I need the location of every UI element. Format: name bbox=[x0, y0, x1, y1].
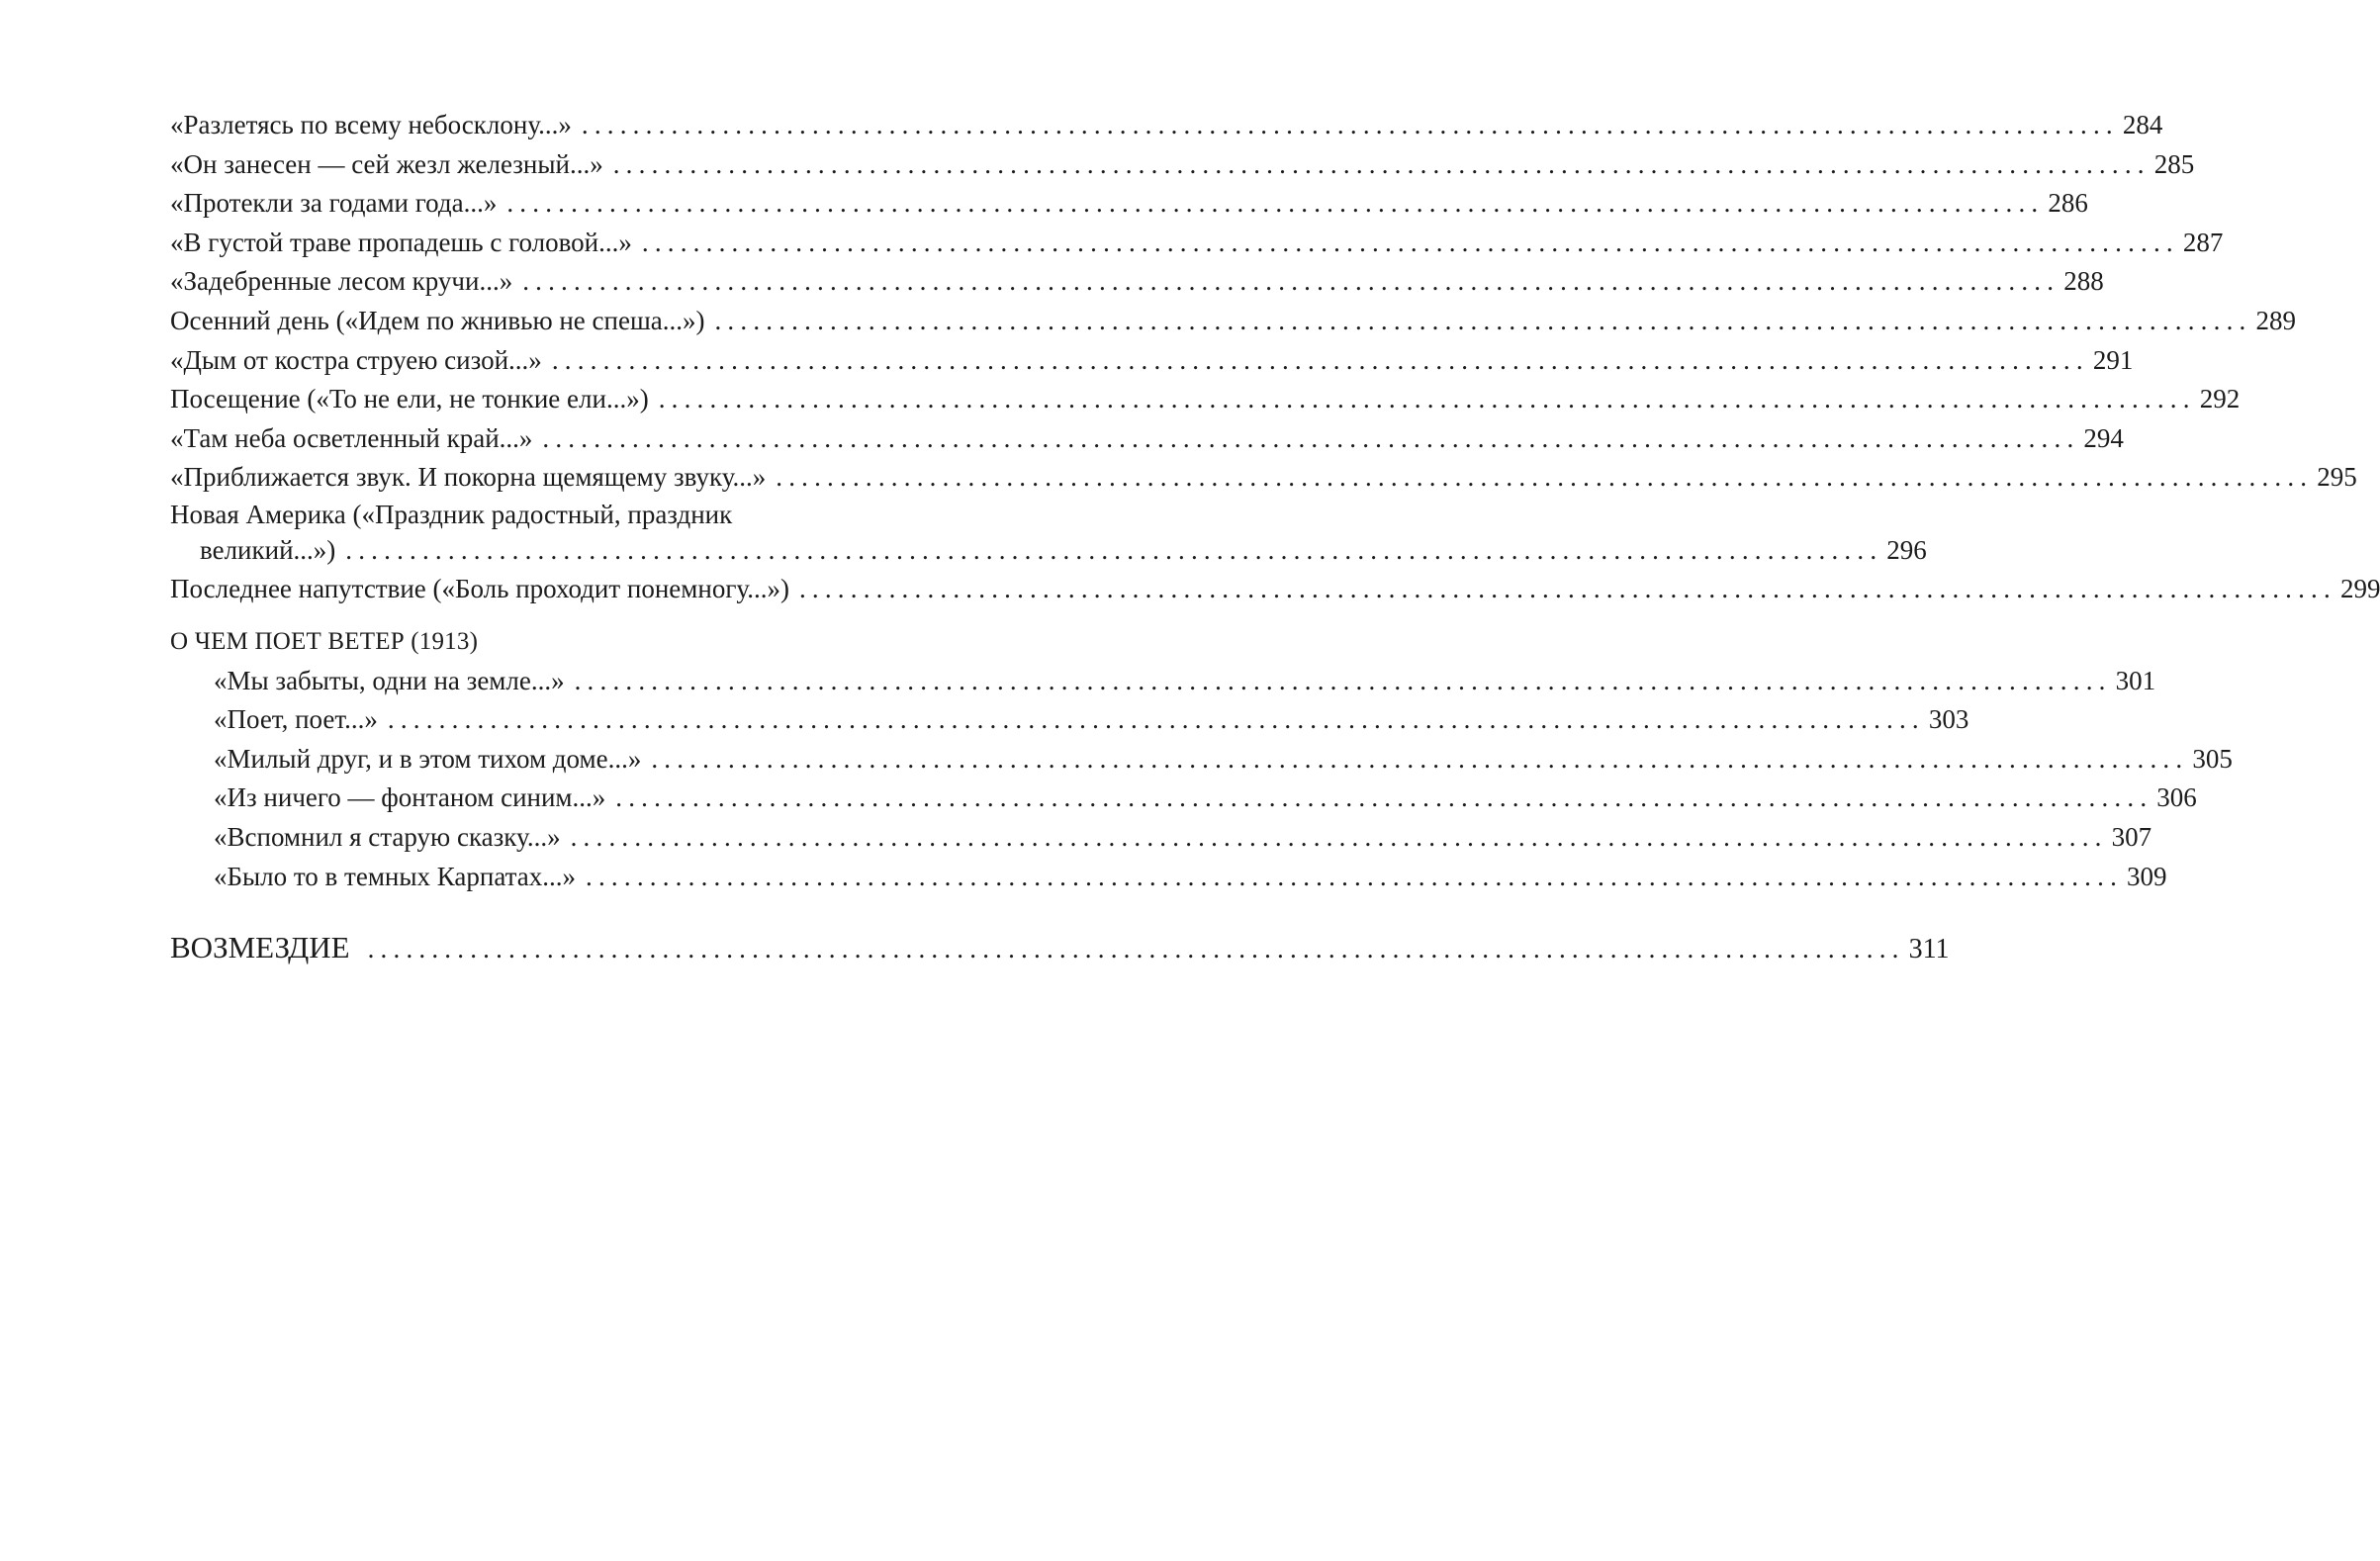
toc-entry[interactable] bbox=[170, 779, 2197, 818]
toc-entry-page: 284 bbox=[2122, 110, 2163, 139]
toc-entry-page: 286 bbox=[2048, 188, 2088, 219]
toc-part-entry[interactable] bbox=[170, 926, 1950, 969]
toc-entry[interactable] bbox=[170, 740, 2233, 780]
dot-leader: ........................................................................................................................ bbox=[615, 782, 2153, 813]
dot-leader: ........................................................................................................................ bbox=[798, 573, 2336, 603]
toc-entry-page: 289 bbox=[2255, 305, 2296, 335]
toc-entry-title: Последнее напутствие («Боль проходит понемногу...») bbox=[170, 573, 789, 603]
toc-entry[interactable] bbox=[170, 380, 2241, 419]
toc-entry-title: «Было то в темных Карпатах...» bbox=[214, 861, 577, 891]
toc-entry-page: 285 bbox=[2153, 148, 2195, 179]
table-of-contents bbox=[170, 106, 2380, 969]
toc-entry-page: 305 bbox=[2192, 743, 2233, 774]
toc-entry-page: 296 bbox=[1886, 534, 1927, 565]
toc-entry-title-line1: Новая Америка («Праздник радостный, праздник bbox=[170, 499, 733, 529]
dot-leader: ........................................................................................................................ bbox=[586, 861, 2124, 891]
toc-entry-title: «Вспомнил я старую сказку...» bbox=[214, 821, 561, 852]
dot-leader: ........................................................................................................................ bbox=[506, 188, 2045, 219]
toc-entry-title: «Мы забыты, одни на земле...» bbox=[214, 665, 565, 695]
toc-entry[interactable] bbox=[170, 341, 2134, 381]
toc-entry-page: 295 bbox=[2317, 462, 2357, 493]
toc-entry[interactable] bbox=[170, 224, 2224, 263]
toc-entry-title: Осенний день («Идем по жнивью не спеша...») bbox=[170, 305, 705, 335]
toc-entry-page: 288 bbox=[2063, 266, 2104, 297]
toc-entry-title: «Дым от костра струею сизой...» bbox=[170, 344, 542, 375]
toc-entry[interactable] bbox=[170, 262, 2104, 302]
toc-entry-page: 291 bbox=[2092, 344, 2134, 375]
dot-leader: ........................................................................................................................ bbox=[522, 266, 2060, 297]
toc-entry[interactable] bbox=[170, 858, 2167, 897]
dot-leader: ........................................................................................................................ bbox=[574, 665, 2112, 695]
toc-entry-page: 301 bbox=[2115, 665, 2156, 695]
toc-entry-page: 292 bbox=[2199, 384, 2241, 414]
toc-entry[interactable] bbox=[170, 458, 2357, 498]
dot-leader: ........................................................................................................................ bbox=[367, 934, 1905, 964]
toc-entry-page: 294 bbox=[2083, 422, 2124, 453]
toc-entry-title: Посещение («То не ели, не тонкие ели...») bbox=[170, 384, 649, 414]
toc-part-page: 311 bbox=[1908, 934, 1950, 965]
dot-leader: ........................................................................................................................ bbox=[776, 462, 2314, 493]
dot-leader: ........................................................................................................................ bbox=[641, 227, 2179, 257]
toc-part-title: ВОЗМЕЗДИЕ bbox=[170, 930, 350, 965]
toc-entry-title: «Приближается звук. И покорна щемящему звуку...» bbox=[170, 462, 767, 493]
section-heading: О ЧЕМ ПОЕТ ВЕТЕР (1913) bbox=[170, 627, 479, 655]
toc-entry-title: «Он занесен — сей жезл железный...» bbox=[170, 148, 603, 179]
toc-entry-title: «Милый друг, и в этом тихом доме...» bbox=[214, 743, 642, 774]
toc-entry[interactable] bbox=[170, 106, 2163, 145]
dot-leader: ........................................................................................................................ bbox=[387, 704, 1925, 735]
toc-entry[interactable] bbox=[170, 662, 2156, 701]
toc-entry-new-america[interactable] bbox=[170, 498, 1927, 570]
toc-entry[interactable] bbox=[170, 818, 2152, 858]
toc-entry[interactable] bbox=[170, 145, 2195, 185]
dot-leader: ........................................................................................................................ bbox=[542, 422, 2080, 453]
dot-leader: ........................................................................................................................ bbox=[612, 148, 2151, 179]
dot-leader: ........................................................................................................................ bbox=[651, 743, 2189, 774]
toc-entry-title: «Из ничего — фонтаном синим...» bbox=[214, 782, 606, 813]
dot-leader: ........................................................................................................................ bbox=[581, 110, 2119, 139]
dot-leader: ........................................................................................................................ bbox=[714, 305, 2252, 335]
toc-entry-page: 287 bbox=[2182, 227, 2224, 257]
dot-leader: ........................................................................................................................ bbox=[658, 384, 2196, 414]
dot-leader: ........................................................................................................................ bbox=[345, 534, 1883, 565]
toc-entry-page: 307 bbox=[2111, 821, 2152, 852]
toc-entry-page: 309 bbox=[2127, 861, 2167, 891]
toc-entry-page: 299 bbox=[2339, 573, 2380, 603]
dot-leader: ........................................................................................................................ bbox=[570, 821, 2108, 852]
toc-entry[interactable] bbox=[170, 184, 2088, 224]
toc-entry-title: «Там неба осветленный край...» bbox=[170, 422, 533, 453]
toc-entry-page: 306 bbox=[2156, 782, 2197, 813]
toc-entry-title-line2: великий...») bbox=[200, 534, 336, 565]
toc-entry-page: 303 bbox=[1928, 704, 1969, 735]
toc-entry[interactable] bbox=[170, 700, 1969, 740]
toc-entry[interactable] bbox=[170, 570, 2380, 609]
dot-leader: ........................................................................................................................ bbox=[551, 344, 2089, 375]
toc-entry-title: «Поет, поет...» bbox=[214, 704, 378, 735]
toc-entry[interactable] bbox=[170, 419, 2124, 459]
toc-entry-title: «Задебренные лесом кручи...» bbox=[170, 266, 513, 297]
toc-entry-title: «Протекли за годами года...» bbox=[170, 188, 498, 219]
toc-entry-title: «В густой траве пропадешь с головой...» bbox=[170, 227, 632, 257]
toc-entry-continuation bbox=[170, 531, 1927, 570]
toc-entry[interactable] bbox=[170, 302, 2296, 341]
toc-entry-title: «Разлетясь по всему небосклону...» bbox=[170, 110, 572, 139]
